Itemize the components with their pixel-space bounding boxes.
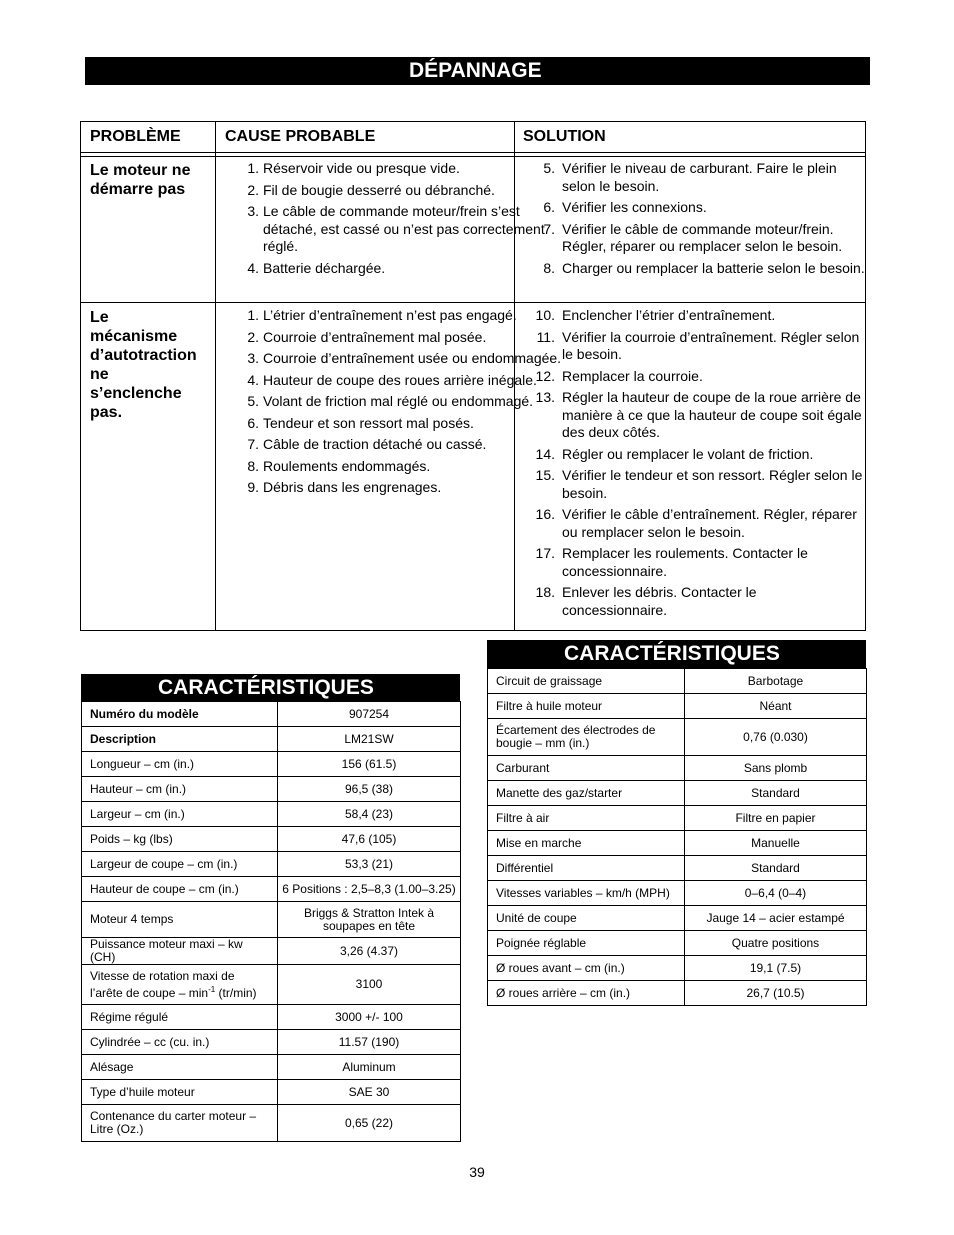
item-text: L’étrier d’entraînement n’est pas engagé.	[263, 307, 517, 323]
spec-label: Contenance du carter moteur – Litre (Oz.)	[82, 1105, 278, 1142]
item-number: 15.	[535, 467, 555, 483]
item-number: 4.	[247, 259, 259, 276]
spec-value: 19,1 (7.5)	[685, 956, 867, 981]
spec-label: Description	[82, 727, 278, 752]
spec-label: Régime régulé	[82, 1005, 278, 1030]
item-text: Courroie d’entraînement mal posée.	[263, 328, 487, 345]
problem-line: mécanisme	[90, 328, 178, 345]
spec-row	[488, 981, 867, 1006]
spec-value: Barbotage	[685, 669, 867, 694]
specs-right-title: CARACTÉRISTIQUES	[487, 640, 866, 668]
item-text: Réservoir vide ou presque vide.	[263, 160, 460, 176]
item-text: Remplacer la courroie.	[562, 367, 703, 384]
header-cause: CAUSE PROBABLE	[225, 128, 376, 145]
item-text: Régler la hauteur de coupe de la roue arrière de manière à ce que la hauteur de coupe soit égale des deux côtés.	[562, 389, 862, 440]
spec-value: 907254	[278, 702, 461, 727]
spec-row	[82, 777, 461, 802]
item-text: Vérifier le tendeur et son ressort. Régler selon le besoin.	[562, 467, 863, 501]
problem-line: ne	[90, 366, 109, 383]
item-text: Volant de friction mal réglé ou endommagé.	[263, 393, 534, 409]
header-solution: SOLUTION	[523, 128, 606, 145]
spec-label: Alésage	[82, 1055, 278, 1080]
spec-row	[488, 856, 867, 881]
item-text: Vérifier la courroie d’entraînement. Régler selon le besoin.	[562, 328, 860, 362]
item-number: 12.	[535, 367, 555, 384]
item-number: 14.	[535, 445, 555, 462]
item-text: Courroie d’entraînement usée ou endommagée.	[263, 350, 562, 366]
spec-row	[82, 902, 461, 938]
item-text: Régler ou remplacer le volant de friction.	[562, 445, 814, 462]
spec-value: LM21SW	[278, 727, 461, 752]
spec-row	[82, 877, 461, 902]
spec-row	[82, 727, 461, 752]
item-text: Roulements endommagés.	[263, 457, 431, 474]
item-number: 3.	[247, 203, 259, 219]
spec-row	[82, 938, 461, 965]
solution-item	[515, 446, 865, 464]
spec-label: Poids – kg (lbs)	[82, 827, 278, 852]
spec-label: Ø roues avant – cm (in.)	[488, 956, 685, 981]
spec-row	[488, 694, 867, 719]
spec-row	[488, 756, 867, 781]
spec-value: Manuelle	[685, 831, 867, 856]
item-number: 6.	[543, 199, 555, 215]
spec-value: 0,65 (22)	[278, 1105, 461, 1142]
item-text: Tendeur et son ressort mal posés.	[263, 414, 474, 431]
header-problem: PROBLÈME	[90, 128, 181, 145]
spec-label: Écartement des électrodes de bougie – mm (in.)	[488, 719, 685, 756]
spec-row	[82, 852, 461, 877]
problem-cell	[90, 161, 212, 199]
spec-value: 6 Positions : 2,5–8,3 (1.00–3.25)	[278, 877, 461, 902]
spec-row	[488, 806, 867, 831]
spec-value: Filtre en papier	[685, 806, 867, 831]
item-text: Vérifier le niveau de carburant. Faire le plein selon le besoin.	[562, 160, 837, 194]
item-text: Enlever les débris. Contacter le concessionnaire.	[562, 584, 757, 618]
solution-item	[515, 389, 865, 442]
spec-value: Sans plomb	[685, 756, 867, 781]
solution-list	[515, 160, 865, 281]
spec-label: Largeur – cm (in.)	[82, 802, 278, 827]
spec-value: 0–6,4 (0–4)	[685, 881, 867, 906]
spec-label: Cylindrée – cc (cu. in.)	[82, 1030, 278, 1055]
spec-value: Aluminum	[278, 1055, 461, 1080]
item-number: 9.	[247, 479, 259, 495]
spec-row	[488, 719, 867, 756]
solution-item	[515, 160, 865, 195]
solution-item	[515, 199, 865, 217]
spec-value: Quatre positions	[685, 931, 867, 956]
solution-item	[515, 221, 865, 256]
item-number: 8.	[543, 259, 555, 276]
spec-label: Puissance moteur maxi – kw (CH)	[82, 938, 278, 965]
spec-row	[82, 1055, 461, 1080]
spec-row	[82, 1105, 461, 1142]
troubleshooting-title: DÉPANNAGE	[85, 57, 870, 85]
spec-row	[82, 965, 461, 1005]
spec-label: Circuit de graissage	[488, 669, 685, 694]
item-number: 18.	[535, 584, 555, 600]
spec-value: Standard	[685, 781, 867, 806]
problem-line: s’enclenche	[90, 385, 182, 402]
spec-label: Numéro du modèle	[82, 702, 278, 727]
spec-row	[488, 781, 867, 806]
header-divider	[81, 156, 865, 157]
item-number: 7.	[247, 436, 259, 452]
spec-label: Poignée réglable	[488, 931, 685, 956]
header-divider	[81, 152, 865, 153]
item-text: Câble de traction détaché ou cassé.	[263, 436, 487, 452]
spec-row	[488, 906, 867, 931]
troubleshooting-table	[80, 121, 866, 631]
spec-value: 26,7 (10.5)	[685, 981, 867, 1006]
spec-value: 53,3 (21)	[278, 852, 461, 877]
spec-label: Vitesses variables – km/h (MPH)	[488, 881, 685, 906]
item-number: 2.	[247, 181, 259, 198]
spec-row	[82, 752, 461, 777]
item-number: 1.	[247, 307, 259, 323]
spec-label: Différentiel	[488, 856, 685, 881]
problem-line: d’autotraction	[90, 347, 197, 364]
item-number: 4.	[247, 371, 259, 388]
problem-line: démarre pas	[90, 181, 186, 198]
solution-item	[515, 329, 865, 364]
spec-value: 156 (61.5)	[278, 752, 461, 777]
row-divider	[81, 302, 865, 303]
spec-value: 3,26 (4.37)	[278, 938, 461, 965]
item-text: Le câble de commande moteur/frein s’est détaché, est cassé ou n’est pas correctement réglé.	[263, 203, 545, 254]
item-number: 13.	[535, 389, 555, 405]
solution-list	[515, 307, 865, 623]
spec-label: Filtre à huile moteur	[488, 694, 685, 719]
spec-row	[488, 956, 867, 981]
item-text: Vérifier le câble d’entraînement. Régler, réparer ou remplacer selon le besoin.	[562, 506, 857, 540]
item-text: Débris dans les engrenages.	[263, 479, 442, 495]
solution-item	[515, 467, 865, 502]
spec-label: Moteur 4 temps	[82, 902, 278, 938]
specs-right-table	[487, 668, 867, 1006]
solution-item	[515, 368, 865, 386]
problem-line: Le moteur ne	[90, 162, 191, 179]
spec-value: 58,4 (23)	[278, 802, 461, 827]
spec-label: Longueur – cm (in.)	[82, 752, 278, 777]
spec-row	[488, 669, 867, 694]
spec-label: Vitesse de rotation maxi de l’arête de coupe – $\min^{-1} (tr/\min)$	[82, 965, 278, 1005]
solution-item	[515, 584, 865, 619]
item-number: 3.	[247, 350, 259, 366]
item-number: 16.	[535, 506, 555, 522]
item-number: 5.	[247, 393, 259, 409]
item-text: Fil de bougie desserré ou débranché.	[263, 181, 495, 198]
spec-row	[82, 1080, 461, 1105]
spec-value: 3000 +/- 100	[278, 1005, 461, 1030]
item-number: 8.	[247, 457, 259, 474]
item-text: Vérifier le câble de commande moteur/frein. Régler, réparer ou remplacer selon le besoin.	[562, 220, 843, 254]
problem-line: pas.	[90, 404, 123, 421]
specs-left-table	[81, 701, 461, 1142]
spec-label: Unité de coupe	[488, 906, 685, 931]
item-text: Vérifier les connexions.	[562, 199, 707, 215]
spec-label: Filtre à air	[488, 806, 685, 831]
item-number: 7.	[543, 220, 555, 237]
item-number: 17.	[535, 545, 555, 561]
spec-value: SAE 30	[278, 1080, 461, 1105]
spec-row	[82, 802, 461, 827]
item-number: 2.	[247, 328, 259, 345]
spec-label: Manette des gaz/starter	[488, 781, 685, 806]
spec-row	[488, 931, 867, 956]
spec-label: Carburant	[488, 756, 685, 781]
item-text: Hauteur de coupe des roues arrière inégale.	[263, 371, 537, 388]
spec-value: 11.57 (190)	[278, 1030, 461, 1055]
spec-label: Hauteur de coupe – cm (in.)	[82, 877, 278, 902]
item-text: Batterie déchargée.	[263, 259, 386, 276]
solution-item	[515, 545, 865, 580]
specs-left-title: CARACTÉRISTIQUES	[81, 674, 460, 701]
spec-value: 0,76 (0.030)	[685, 719, 867, 756]
item-text: Enclencher l’étrier d’entraînement.	[562, 307, 776, 323]
spec-row	[488, 881, 867, 906]
spec-value: Standard	[685, 856, 867, 881]
spec-label: Type d’huile moteur	[82, 1080, 278, 1105]
spec-row	[488, 831, 867, 856]
solution-item	[515, 260, 865, 278]
solution-item	[515, 506, 865, 541]
item-number: 1.	[247, 160, 259, 176]
spec-label: Ø roues arrière – cm (in.)	[488, 981, 685, 1006]
page-number: 39	[469, 1164, 485, 1180]
problem-line: Le	[90, 309, 109, 326]
spec-value: 96,5 (38)	[278, 777, 461, 802]
spec-value: 47,6 (105)	[278, 827, 461, 852]
spec-value: 3100	[278, 965, 461, 1005]
problem-cell	[90, 308, 212, 422]
spec-label: Hauteur – cm (in.)	[82, 777, 278, 802]
spec-value: Briggs & Stratton Intek à soupapes en tête	[278, 902, 461, 938]
solution-item	[515, 307, 865, 325]
spec-row	[82, 702, 461, 727]
item-number: 6.	[247, 414, 259, 431]
spec-value: Jauge 14 – acier estampé	[685, 906, 867, 931]
item-text: Remplacer les roulements. Contacter le concessionnaire.	[562, 545, 808, 579]
item-number: 10.	[535, 307, 555, 323]
spec-row	[82, 1030, 461, 1055]
spec-row	[82, 1005, 461, 1030]
spec-value: Néant	[685, 694, 867, 719]
spec-label: Largeur de coupe – cm (in.)	[82, 852, 278, 877]
item-number: 5.	[543, 160, 555, 176]
spec-label: Mise en marche	[488, 831, 685, 856]
item-number: 11.	[536, 328, 555, 345]
item-text: Charger ou remplacer la batterie selon le besoin.	[562, 259, 865, 276]
spec-row	[82, 827, 461, 852]
